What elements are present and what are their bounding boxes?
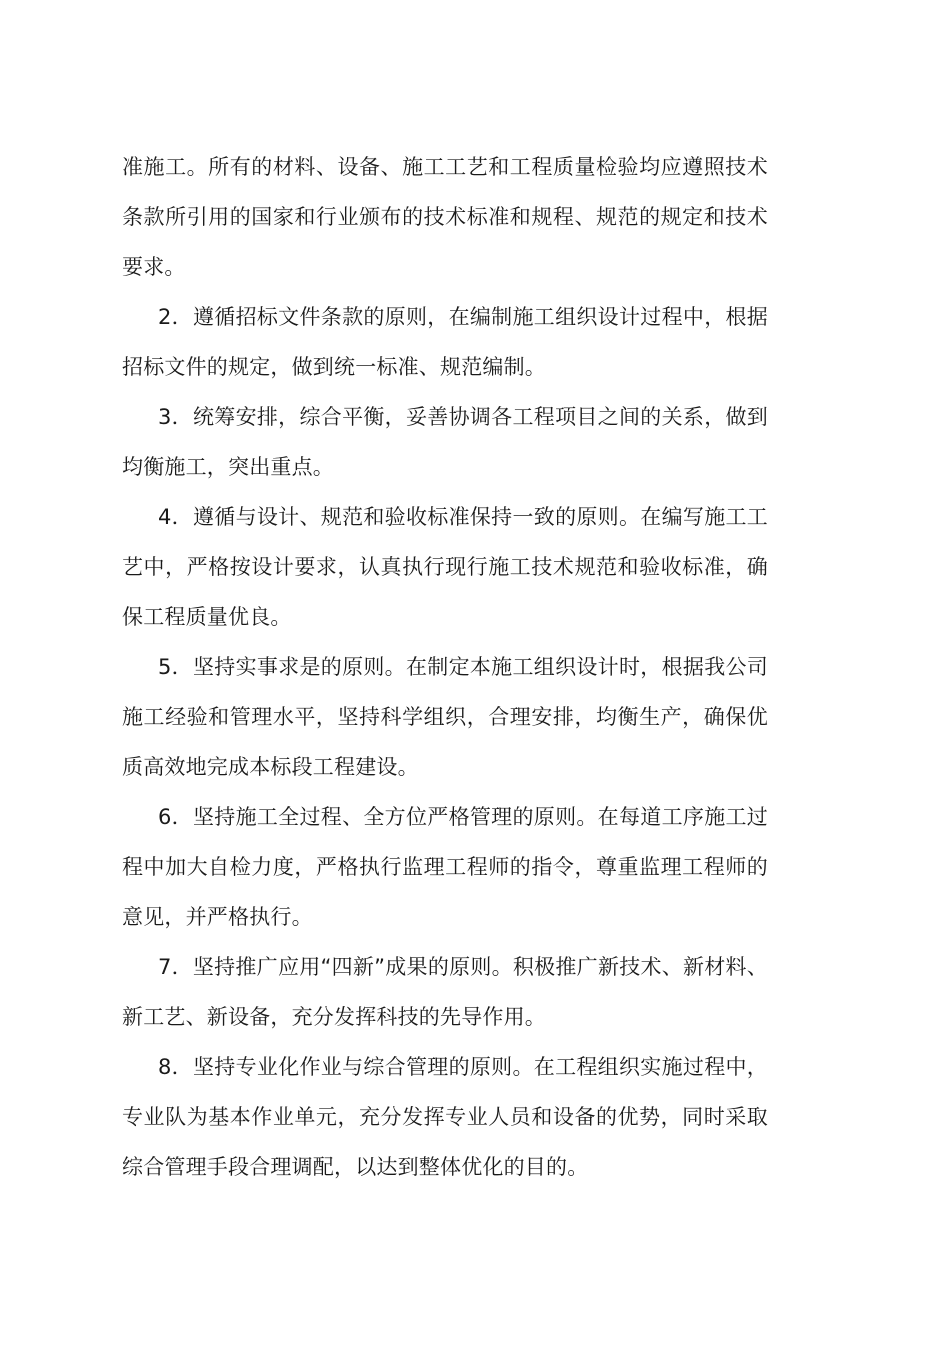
paragraph-item-3 xyxy=(122,392,768,492)
paragraph-item-2 xyxy=(122,292,768,392)
paragraph-text: 坚持专业化作业与综合管理的原则。在工程组织实施过程中，专业队为基本作业单元，充分发挥专业人员和设备的优势，同时采取综合管理手段合理调配，以达到整体优化的目的。 xyxy=(122,1055,768,1179)
item-number: 7． xyxy=(158,955,193,979)
paragraph-text: 坚持推广应用“四新”成果的原则。积极推广新技术、新材料、新工艺、新设备，充分发挥科技的先导作用。 xyxy=(122,955,768,1029)
item-number: 8． xyxy=(158,1055,193,1079)
item-number: 2． xyxy=(158,305,193,329)
paragraph-text: 统筹安排，综合平衡，妥善协调各工程项目之间的关系，做到均衡施工，突出重点。 xyxy=(122,405,768,479)
document-body xyxy=(122,142,768,1192)
paragraph-text: 坚持施工全过程、全方位严格管理的原则。在每道工序施工过程中加大自检力度，严格执行监理工程师的指令，尊重监理工程师的意见，并严格执行。 xyxy=(122,805,768,929)
paragraph-item-5 xyxy=(122,642,768,792)
paragraph-item-7 xyxy=(122,942,768,1042)
item-number: 4． xyxy=(158,505,193,529)
paragraph-text: 遵循招标文件条款的原则，在编制施工组织设计过程中，根据招标文件的规定，做到统一标准、规范编制。 xyxy=(122,305,768,379)
paragraph-text: 准施工。所有的材料、设备、施工工艺和工程质量检验均应遵照技术条款所引用的国家和行业颁布的技术标准和规程、规范的规定和技术要求。 xyxy=(122,155,768,279)
item-number: 3． xyxy=(158,405,193,429)
paragraph-continuation xyxy=(122,142,768,292)
paragraph-item-4 xyxy=(122,492,768,642)
paragraph-text: 坚持实事求是的原则。在制定本施工组织设计时，根据我公司施工经验和管理水平，坚持科学组织，合理安排，均衡生产，确保优质高效地完成本标段工程建设。 xyxy=(122,655,768,779)
paragraph-item-8 xyxy=(122,1042,768,1192)
item-number: 5． xyxy=(158,655,193,679)
paragraph-text: 遵循与设计、规范和验收标准保持一致的原则。在编写施工工艺中，严格按设计要求，认真执行现行施工技术规范和验收标准，确保工程质量优良。 xyxy=(122,505,768,629)
paragraph-item-6 xyxy=(122,792,768,942)
item-number: 6． xyxy=(158,805,193,829)
